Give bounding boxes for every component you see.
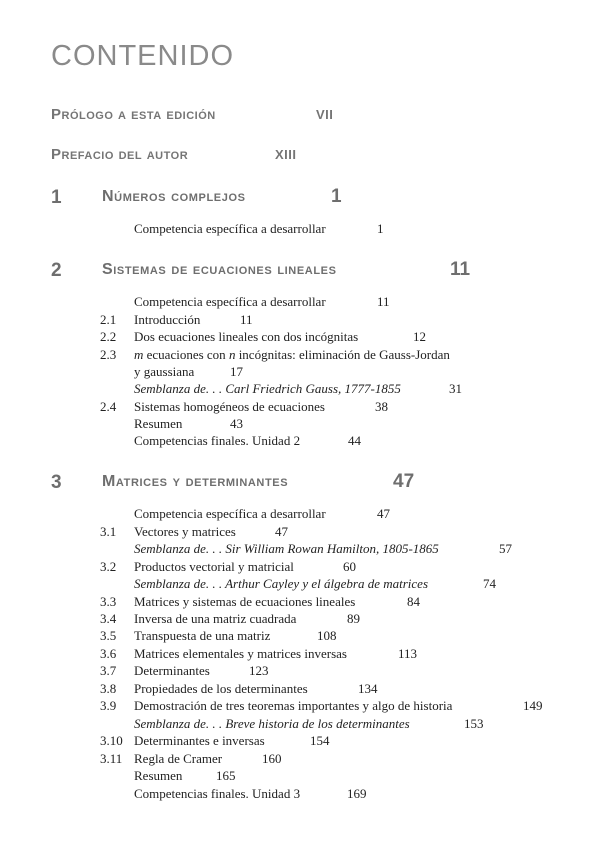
- entry-page: 1: [377, 221, 384, 236]
- entry-page: 31: [449, 381, 462, 396]
- front-label: Prólogo a esta edición: [51, 106, 216, 123]
- entry-page: 17: [230, 364, 243, 379]
- entry-text: y gaussiana: [134, 364, 195, 379]
- entry-number: 2.1: [100, 312, 117, 327]
- chapter-title: Sistemas de ecuaciones lineales: [102, 261, 337, 278]
- entry-text: Competencia específica a desarrollar: [134, 506, 326, 521]
- chapter-number: 1: [51, 187, 62, 208]
- entry-text: Resumen: [134, 768, 183, 783]
- entry-page: 160: [262, 751, 282, 766]
- entry-number: 3.1: [100, 524, 117, 539]
- page-title: CONTENIDO: [51, 40, 234, 72]
- entry-text: Dos ecuaciones lineales con dos incógnitas: [134, 329, 359, 344]
- entry-page: 165: [216, 768, 236, 783]
- entry-text: Competencias finales. Unidad 2: [134, 433, 301, 448]
- entry-number: 3.4: [100, 611, 117, 626]
- chapter-page: 11: [450, 259, 471, 280]
- entry-number: 3.3: [100, 594, 117, 609]
- entry-text: Semblanza de. . . Arthur Cayley y el álgebra de matrices: [134, 576, 429, 591]
- entry-page: 57: [499, 541, 512, 556]
- entry-page: 169: [347, 786, 367, 801]
- entry-number: 3.11: [100, 751, 123, 766]
- entry-text: Regla de Cramer: [134, 751, 223, 766]
- entry-number: 3.10: [100, 733, 123, 748]
- entry-number: 3.9: [100, 698, 117, 713]
- chapter-title: Números complejos: [102, 188, 246, 205]
- entry-page: 11: [240, 312, 253, 327]
- chapter-title: Matrices y determinantes: [102, 473, 289, 490]
- entry-page: 149: [523, 698, 543, 713]
- entry-number: 3.7: [100, 663, 117, 678]
- entry-text: Introducción: [134, 312, 201, 327]
- entry-text: Competencia específica a desarrollar: [134, 221, 326, 236]
- entry-text: Inversa de una matriz cuadrada: [134, 611, 297, 626]
- entry-text: Determinantes: [134, 663, 210, 678]
- entry-text: Demostración de tres teoremas importantes y algo de historia: [134, 698, 453, 713]
- entry-page: 47: [377, 506, 390, 521]
- chapter-number: 2: [51, 260, 62, 281]
- entry-page: 123: [249, 663, 269, 678]
- entry-page: 74: [483, 576, 496, 591]
- entry-text: Semblanza de. . . Sir William Rowan Hamilton, 1805-1865: [134, 541, 439, 556]
- entry-page: 108: [317, 628, 337, 643]
- entry-text: m ecuaciones con n incógnitas: eliminación de Gauss-Jordan: [134, 347, 450, 362]
- entry-text: Transpuesta de una matriz: [134, 628, 271, 643]
- entry-page: 11: [377, 294, 390, 309]
- entry-page: 47: [275, 524, 288, 539]
- entry-page: 84: [407, 594, 420, 609]
- entry-page: 43: [230, 416, 243, 431]
- entry-page: 113: [398, 646, 418, 661]
- entry-page: 134: [358, 681, 378, 696]
- entry-page: 44: [348, 433, 361, 448]
- front-label: Prefacio del autor: [51, 146, 189, 163]
- toc-front-prologo[interactable]: [51, 106, 334, 123]
- entry-number: 3.2: [100, 559, 117, 574]
- entry-page: 153: [464, 716, 484, 731]
- entry-text: Vectores y matrices: [134, 524, 236, 539]
- front-page: VII: [316, 107, 334, 122]
- entry-text: Determinantes e inversas: [134, 733, 265, 748]
- entry-text: Competencia específica a desarrollar: [134, 294, 326, 309]
- entry-number: 3.6: [100, 646, 117, 661]
- entry-text: Sistemas homogéneos de ecuaciones: [134, 399, 325, 414]
- entry-page: 154: [310, 733, 330, 748]
- entry-text: Matrices elementales y matrices inversas: [134, 646, 347, 661]
- entry-text: Matrices y sistemas de ecuaciones lineales: [134, 594, 356, 609]
- entry-number: 2.2: [100, 329, 117, 344]
- entry-text: Semblanza de. . . Carl Friedrich Gauss, 1777-1855: [134, 381, 401, 396]
- entry-number: 2.3: [100, 347, 117, 362]
- entry-page: 89: [347, 611, 360, 626]
- chapter-page: 1: [331, 186, 342, 207]
- entry-text: Propiedades de los determinantes: [134, 681, 308, 696]
- entry-number: 2.4: [100, 399, 117, 414]
- entry-text: Competencias finales. Unidad 3: [134, 786, 301, 801]
- toc-front-prefacio[interactable]: [51, 146, 297, 163]
- entry-number: 3.8: [100, 681, 117, 696]
- chapter-number: 3: [51, 472, 62, 493]
- entry-page: 12: [413, 329, 426, 344]
- front-page: XIII: [275, 147, 297, 162]
- entry-page: 60: [343, 559, 356, 574]
- entry-text: Resumen: [134, 416, 183, 431]
- chapter-page: 47: [393, 471, 415, 492]
- entry-text: Semblanza de. . . Breve historia de los determinantes: [134, 716, 410, 731]
- entry-text: Productos vectorial y matricial: [134, 559, 294, 574]
- entry-number: 3.5: [100, 628, 117, 643]
- entry-page: 38: [375, 399, 388, 414]
